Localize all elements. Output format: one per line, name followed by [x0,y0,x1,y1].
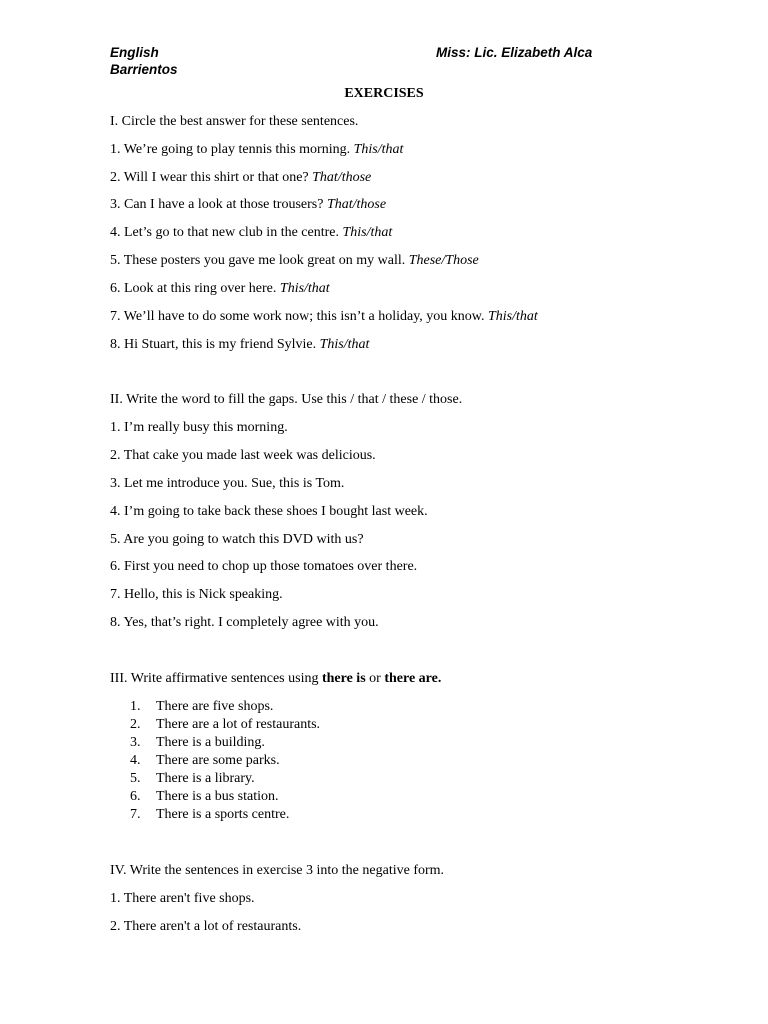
section2-item: 4. I’m going to take back these shoes I bought last week. [110,504,428,519]
header-subject-line1: English [110,45,159,60]
list-item: 1. There are five shops. [130,699,274,714]
list-item: 2. There are a lot of restaurants. [130,717,321,732]
section1-item: 5. These posters you gave me look great on my wall. These/Those [110,253,479,268]
section1-item: 2. Will I wear this shirt or that one? That/those [110,170,372,185]
section2-item: 2. That cake you made last week was delicious. [110,448,376,463]
section2-item: 1. I’m really busy this morning. [110,420,288,435]
list-item: 3. There is a building. [130,735,265,750]
section1-item: 8. Hi Stuart, this is my friend Sylvie. This/that [110,337,370,352]
section4-heading: IV. Write the sentences in exercise 3 into the negative form. [110,863,445,878]
section4-item: 1. There aren't five shops. [110,891,255,906]
section2-heading: II. Write the word to fill the gaps. Use this / that / these / those. [110,392,463,407]
section2-item: 7. Hello, this is Nick speaking. [110,587,283,602]
section1-item: 1. We’re going to play tennis this morning. This/that [110,142,404,157]
section2-item: 8. Yes, that’s right. I completely agree with you. [110,615,379,630]
section1-item: 4. Let’s go to that new club in the centre. This/that [110,225,393,240]
section3-heading: III. Write affirmative sentences using there is or there are. [110,671,442,686]
list-item: 4. There are some parks. [130,753,280,768]
section2-item: 3. Let me introduce you. Sue, this is Tom. [110,476,345,491]
page-title: EXERCISES [344,86,424,101]
section1-item: 6. Look at this ring over here. This/that [110,281,330,296]
section3-list [130,698,320,824]
header-subject [110,44,230,78]
list-item: 6. There is a bus station. [130,789,279,804]
section2-item: 5. Are you going to watch this DVD with us? [110,532,364,547]
section1-item: 7. We’ll have to do some work now; this isn’t a holiday, you know. This/that [110,309,538,324]
section2-item: 6. First you need to chop up those tomatoes over there. [110,559,418,574]
list-item: 5. There is a library. [130,771,255,786]
list-item: 7. There is a sports centre. [130,807,290,822]
header-subject-line2: Barrientos [110,62,178,77]
section1-heading: I. Circle the best answer for these sentences. [110,114,359,129]
section1-item: 3. Can I have a look at those trousers? That/those [110,197,387,212]
header-teacher: Miss: Lic. Elizabeth Alca [436,45,593,60]
section4-item: 2. There aren't a lot of restaurants. [110,919,302,934]
